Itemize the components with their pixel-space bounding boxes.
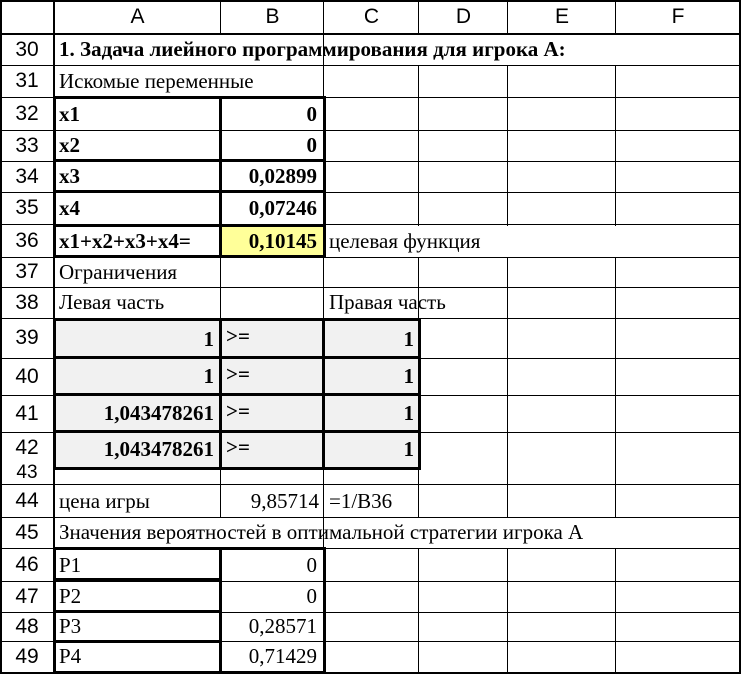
col-header-a[interactable]: A	[54, 0, 221, 34]
cell-c41[interactable]: 1	[403, 401, 414, 425]
cell-a37[interactable]: Ограничения	[59, 259, 178, 284]
row-header[interactable]: 33	[0, 130, 54, 161]
row-header[interactable]: 47	[0, 581, 54, 612]
cell-a36[interactable]: x1+x2+x3+x4=	[59, 228, 191, 253]
cell-b34[interactable]: 0,02899	[248, 164, 317, 188]
cell-c38[interactable]: Правая часть	[329, 290, 446, 314]
row-header[interactable]: 37	[0, 257, 54, 287]
row-header[interactable]: 30	[0, 34, 54, 65]
row-header[interactable]: 44	[0, 485, 54, 517]
row-header[interactable]: 49	[0, 641, 54, 673]
cell-b48[interactable]: 0,28571	[248, 614, 317, 638]
cell-b33[interactable]: 0	[306, 133, 317, 157]
cell-c44[interactable]: =1/B36	[329, 488, 393, 513]
cell-c42[interactable]: 1	[403, 436, 414, 461]
row-header[interactable]: 31	[0, 65, 54, 97]
row-header[interactable]: 43	[0, 462, 54, 483]
cell-a31[interactable]: Искомые переменные	[59, 68, 254, 93]
row-header[interactable]: 42	[0, 432, 54, 464]
row-header[interactable]: 41	[0, 395, 54, 432]
row-header[interactable]: 48	[0, 612, 54, 641]
row-header[interactable]: 39	[0, 318, 54, 358]
cell-a41[interactable]: 1,043478261	[103, 401, 214, 425]
cell-b41[interactable]: >=	[226, 398, 250, 423]
row-header[interactable]: 45	[0, 517, 54, 548]
cell-a40[interactable]: 1	[203, 364, 214, 388]
cell-a42[interactable]: 1,043478261	[103, 436, 214, 461]
cell-c40[interactable]: 1	[403, 364, 414, 388]
cell-b36-objective[interactable]: 0,10145	[248, 228, 317, 253]
cell-b44[interactable]: 9,85714	[250, 488, 319, 513]
cell-a48[interactable]: P3	[59, 614, 82, 638]
cell-a46[interactable]: P1	[59, 552, 82, 577]
cell-b35[interactable]: 0,07246	[248, 195, 317, 220]
col-header-b[interactable]: B	[221, 0, 324, 34]
cell-b49[interactable]: 0,71429	[248, 644, 317, 668]
col-header-d[interactable]: D	[419, 0, 508, 34]
cell-a47[interactable]: P2	[59, 584, 82, 608]
cell-a33[interactable]: x2	[59, 133, 80, 157]
row-header[interactable]: 36	[0, 224, 54, 257]
row-header[interactable]: 32	[0, 97, 54, 130]
row-header[interactable]: 46	[0, 548, 54, 581]
cell-a38[interactable]: Левая часть	[59, 290, 165, 314]
row-header[interactable]: 40	[0, 358, 54, 395]
cell-a35[interactable]: x4	[59, 195, 80, 220]
col-header-c[interactable]: C	[324, 0, 419, 34]
cell-b32[interactable]: 0	[306, 101, 317, 126]
cell-a30-title[interactable]: 1. Задача лиейного программирования для игрока А:	[59, 37, 566, 61]
cell-a44[interactable]: цена игры	[59, 488, 150, 513]
cell-a32[interactable]: x1	[59, 101, 80, 126]
cell-a39[interactable]: 1	[203, 326, 214, 351]
cell-b47[interactable]: 0	[306, 584, 317, 608]
cell-b39[interactable]: >=	[226, 323, 250, 348]
row-header[interactable]: 34	[0, 161, 54, 192]
corner-header[interactable]	[0, 0, 54, 34]
cell-b46[interactable]: 0	[306, 552, 317, 577]
row-header[interactable]: 38	[0, 287, 54, 318]
col-header-e[interactable]: E	[508, 0, 616, 34]
cell-c39[interactable]: 1	[403, 326, 414, 351]
cell-b40[interactable]: >=	[226, 361, 250, 386]
cell-a45[interactable]: Значения вероятностей в оптимальной стратегии игрока А	[59, 520, 584, 544]
cell-c36[interactable]: целевая функция	[329, 228, 481, 253]
cell-b42[interactable]: >=	[226, 434, 250, 459]
cell-a34[interactable]: x3	[59, 164, 80, 188]
row-header[interactable]: 35	[0, 192, 54, 224]
cell-a49[interactable]: P4	[59, 644, 82, 668]
col-header-f[interactable]: F	[616, 0, 740, 34]
